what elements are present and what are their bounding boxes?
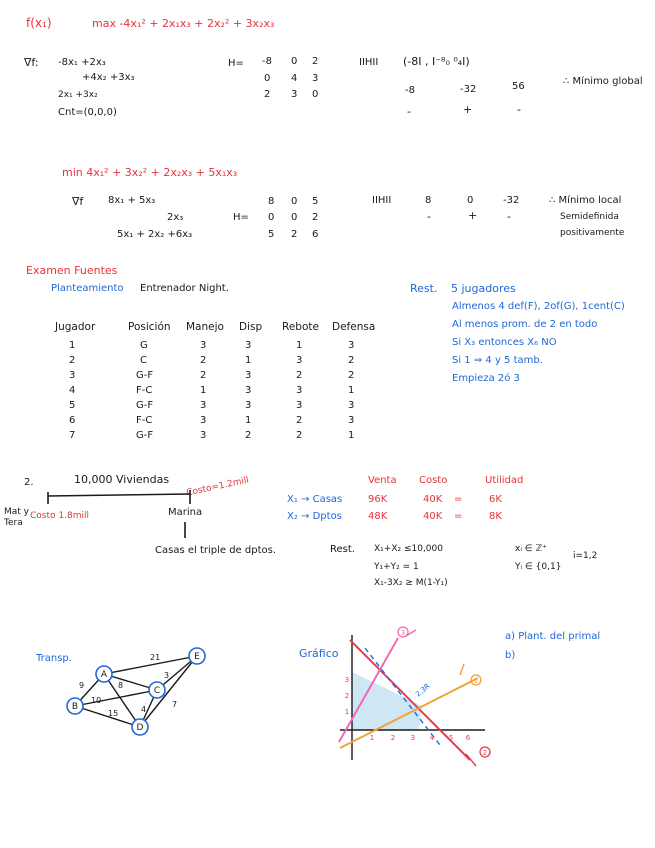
h-cell: 2 bbox=[264, 89, 271, 100]
row-util: 8K bbox=[489, 511, 502, 522]
exam-rest-line: Almenos 4 def(F), 2of(G), 1cent(C) bbox=[452, 301, 625, 312]
exam-rest-line: 5 jugadores bbox=[451, 282, 516, 295]
h2-cell: 5 bbox=[312, 196, 319, 207]
gradient-label: ∇f: bbox=[24, 56, 39, 69]
col-venta: Venta bbox=[368, 475, 397, 486]
intersection-label: 2,3R bbox=[414, 682, 432, 699]
row-eq: = bbox=[454, 511, 463, 522]
minor2-value: 0 bbox=[467, 195, 474, 206]
viv-note: Casas el triple de dptos. bbox=[155, 545, 277, 556]
exam-title: Examen Fuentes bbox=[26, 264, 118, 277]
viv-rest-label: Rest. bbox=[330, 544, 355, 555]
divider-line bbox=[48, 494, 190, 496]
h2-cell: 5 bbox=[268, 229, 275, 240]
cell: 3 bbox=[200, 400, 207, 411]
cell: 2 bbox=[348, 370, 355, 381]
domain-line: xᵢ ∈ ℤ⁺ bbox=[515, 544, 547, 554]
minor2-value: -32 bbox=[503, 195, 520, 206]
exam-subtitle: Planteamiento bbox=[51, 283, 124, 294]
col-header: Posición bbox=[128, 321, 171, 333]
cell: G-F bbox=[136, 430, 154, 441]
edge-weight: 15 bbox=[108, 709, 119, 718]
cell: 3 bbox=[200, 415, 207, 426]
minor-sign: - bbox=[517, 103, 521, 116]
cell: 1 bbox=[245, 355, 252, 366]
transport-graph bbox=[75, 656, 197, 727]
h2-cell: 0 bbox=[291, 212, 298, 223]
exam-rest-line: Empieza 2ó 3 bbox=[452, 373, 520, 384]
minor-sign: + bbox=[463, 103, 473, 116]
gradient-row-1: -8x₁ +2x₃ bbox=[58, 57, 106, 68]
hessian-label: H= bbox=[228, 58, 244, 69]
gradient-row-2: +4x₂ +3x₃ bbox=[82, 72, 135, 83]
minor2-sign: - bbox=[507, 210, 511, 223]
gradient-label-2: ∇f bbox=[72, 195, 84, 208]
exam-rest-line: Si X₃ entonces X₆ NO bbox=[452, 337, 557, 348]
conclusion-global: ∴ Mínimo global bbox=[563, 76, 643, 87]
marina-label: Marina bbox=[168, 507, 203, 518]
cell: 4 bbox=[69, 385, 76, 396]
cell: 7 bbox=[69, 430, 76, 441]
y-tick: 2 bbox=[344, 692, 350, 700]
minor-sign: - bbox=[407, 105, 411, 118]
cell: 2 bbox=[69, 355, 76, 366]
cell: 3 bbox=[296, 400, 303, 411]
minor-value: -8 bbox=[405, 85, 415, 96]
row-var: X₁ → Casas bbox=[287, 494, 343, 505]
row-venta: 96K bbox=[368, 494, 388, 505]
cell: G-F bbox=[136, 400, 154, 411]
cell: 1 bbox=[296, 340, 303, 351]
h-cell: 0 bbox=[291, 56, 298, 67]
minors-sets: (-8I , I⁻⁸₀ ⁰₄I) bbox=[403, 55, 470, 68]
edge-weight: 3 bbox=[164, 671, 170, 680]
cell: G bbox=[140, 340, 148, 351]
arrow-red bbox=[466, 754, 476, 766]
cell: 1 bbox=[348, 385, 355, 396]
h2-cell: 2 bbox=[312, 212, 319, 223]
cell: 1 bbox=[200, 385, 207, 396]
cell: 2 bbox=[245, 430, 252, 441]
exam-rest-line: Si 1 ⇒ 4 y 5 tamb. bbox=[452, 355, 543, 366]
left-label-2: Tera bbox=[4, 518, 23, 528]
h-cell: 0 bbox=[312, 89, 319, 100]
x-tick: 1 bbox=[369, 734, 375, 742]
viv-rest-line: X₁+X₂ ≤10,000 bbox=[374, 544, 443, 554]
cell: 1 bbox=[69, 340, 76, 351]
h-cell: 2 bbox=[312, 56, 319, 67]
h2-cell: 8 bbox=[268, 196, 275, 207]
cell: 1 bbox=[245, 415, 252, 426]
cell: 3 bbox=[245, 400, 252, 411]
viv-title: 10,000 Viviendas bbox=[74, 473, 170, 486]
h-cell: 3 bbox=[291, 89, 298, 100]
hessian-label-2: H= bbox=[233, 212, 249, 223]
col-utilidad: Utilidad bbox=[485, 475, 524, 486]
critical-point: Cnt=(0,0,0) bbox=[58, 107, 117, 118]
cell: 3 bbox=[200, 340, 207, 351]
col-header: Jugador bbox=[55, 321, 96, 333]
row-eq: = bbox=[454, 494, 463, 505]
y-tick: 3 bbox=[344, 676, 350, 684]
cell: 3 bbox=[296, 385, 303, 396]
cell: F-C bbox=[136, 385, 153, 396]
minor-value: 56 bbox=[512, 81, 525, 92]
edge-weight: 21 bbox=[150, 653, 161, 662]
exam-rest-label: Rest. bbox=[410, 282, 438, 295]
circled-text: 3 bbox=[400, 629, 406, 637]
arrow-orange bbox=[460, 664, 464, 675]
conclusion-semidef: Semidefinida bbox=[560, 212, 619, 222]
edge-weight: 4 bbox=[141, 705, 147, 714]
cell: 2 bbox=[200, 355, 207, 366]
minor2-value: 8 bbox=[425, 195, 432, 206]
cell: 3 bbox=[245, 340, 252, 351]
cell: 3 bbox=[245, 385, 252, 396]
gradient-row-3: 2x₁ +3x₂ bbox=[58, 90, 98, 100]
cell: 3 bbox=[200, 430, 207, 441]
viv-rest-line: X₁-3X₂ ≥ M(1-Y₁) bbox=[374, 578, 448, 588]
minor2-sign: + bbox=[468, 209, 478, 222]
cell: 2 bbox=[296, 370, 303, 381]
row-venta: 48K bbox=[368, 511, 388, 522]
col-costo: Costo bbox=[419, 475, 448, 486]
objective-max: max -4x₁² + 2x₁x₃ + 2x₂² + 3x₂x₃ bbox=[92, 17, 275, 30]
x-tick: 5 bbox=[448, 734, 454, 742]
h-cell: 0 bbox=[264, 73, 271, 84]
cell: 1 bbox=[348, 430, 355, 441]
row-costo: 40K bbox=[423, 511, 443, 522]
cost-right: Costo=1.2mill bbox=[185, 475, 250, 499]
edge-weight: 9 bbox=[79, 681, 85, 690]
node-label: A bbox=[100, 670, 108, 680]
domain-line: Yᵢ ∈ {0,1} bbox=[515, 562, 562, 572]
cell: 2 bbox=[296, 430, 303, 441]
h2-cell: 0 bbox=[268, 212, 275, 223]
edge-weight: 8 bbox=[118, 681, 124, 690]
h-cell: 3 bbox=[312, 73, 319, 84]
cell: 3 bbox=[348, 340, 355, 351]
question-b: b) bbox=[505, 650, 516, 661]
col-header: Defensa bbox=[332, 321, 376, 333]
y-tick: 1 bbox=[344, 708, 350, 716]
index-label: i=1,2 bbox=[573, 551, 598, 561]
node-label: C bbox=[153, 686, 161, 696]
edge-weight: 7 bbox=[172, 700, 178, 709]
row-var: X₂ → Dptos bbox=[287, 511, 342, 522]
h2-cell: 0 bbox=[291, 196, 298, 207]
exam-subtitle-2: Entrenador Night. bbox=[140, 283, 229, 294]
cell: G-F bbox=[136, 370, 154, 381]
node-label: D bbox=[136, 723, 144, 733]
cell: 3 bbox=[296, 355, 303, 366]
x-tick: 2 bbox=[390, 734, 396, 742]
conclusion-positive: positivamente bbox=[560, 228, 625, 238]
cell: 2 bbox=[296, 415, 303, 426]
objective-min: min 4x₁² + 3x₂² + 2x₂x₃ + 5x₁x₃ bbox=[62, 166, 238, 179]
node-label: E bbox=[194, 652, 200, 662]
gradient2-row-3: 5x₁ + 2x₂ +6x₃ bbox=[117, 229, 193, 240]
col-header: Rebote bbox=[282, 321, 319, 333]
minors-label: IIHII bbox=[359, 57, 379, 68]
h-cell: 4 bbox=[291, 73, 298, 84]
exam-rest-line: Al menos prom. de 2 en todo bbox=[452, 319, 598, 330]
minor-value: -32 bbox=[460, 84, 477, 95]
cell: 3 bbox=[348, 400, 355, 411]
col-header: Manejo bbox=[186, 321, 224, 333]
transp-label: Transp. bbox=[36, 653, 72, 664]
gradient2-row-2: 2x₃ bbox=[167, 212, 184, 223]
row-util: 6K bbox=[489, 494, 502, 505]
x-tick: 3 bbox=[410, 734, 416, 742]
x-tick: 4 bbox=[429, 734, 435, 742]
left-label-1: Mat y bbox=[4, 507, 29, 517]
circled-text: 1 bbox=[473, 677, 479, 685]
cell: 2 bbox=[348, 355, 355, 366]
question-a: a) Plant. del primal bbox=[505, 631, 601, 642]
fx-label: f(x₁) bbox=[26, 16, 52, 30]
conclusion-local: ∴ Mínimo local bbox=[549, 195, 622, 206]
cell: 6 bbox=[69, 415, 76, 426]
problem-number: 2. bbox=[24, 477, 34, 488]
minor2-sign: - bbox=[427, 210, 431, 223]
h2-cell: 2 bbox=[291, 229, 298, 240]
cell: 3 bbox=[245, 370, 252, 381]
cell: 3 bbox=[69, 370, 76, 381]
cell: 5 bbox=[69, 400, 76, 411]
cost-left: Costo 1.8mill bbox=[30, 511, 89, 521]
minors-label-2: IIHII bbox=[372, 195, 392, 206]
cell: 3 bbox=[348, 415, 355, 426]
edge-weight: 10 bbox=[91, 696, 102, 705]
x-tick: 6 bbox=[465, 734, 471, 742]
cell: F-C bbox=[136, 415, 153, 426]
gradient2-row-1: 8x₁ + 5x₃ bbox=[108, 195, 156, 206]
row-costo: 40K bbox=[423, 494, 443, 505]
cell: 2 bbox=[200, 370, 207, 381]
viv-rest-line: Y₁+Y₂ = 1 bbox=[374, 562, 419, 572]
circled-text: 2 bbox=[482, 749, 488, 757]
h-cell: -8 bbox=[262, 56, 272, 67]
h2-cell: 6 bbox=[312, 229, 319, 240]
grafico-label: Gráfico bbox=[299, 647, 339, 660]
cell: C bbox=[140, 355, 147, 366]
node-label: B bbox=[71, 702, 79, 712]
col-header: Disp bbox=[239, 321, 263, 333]
